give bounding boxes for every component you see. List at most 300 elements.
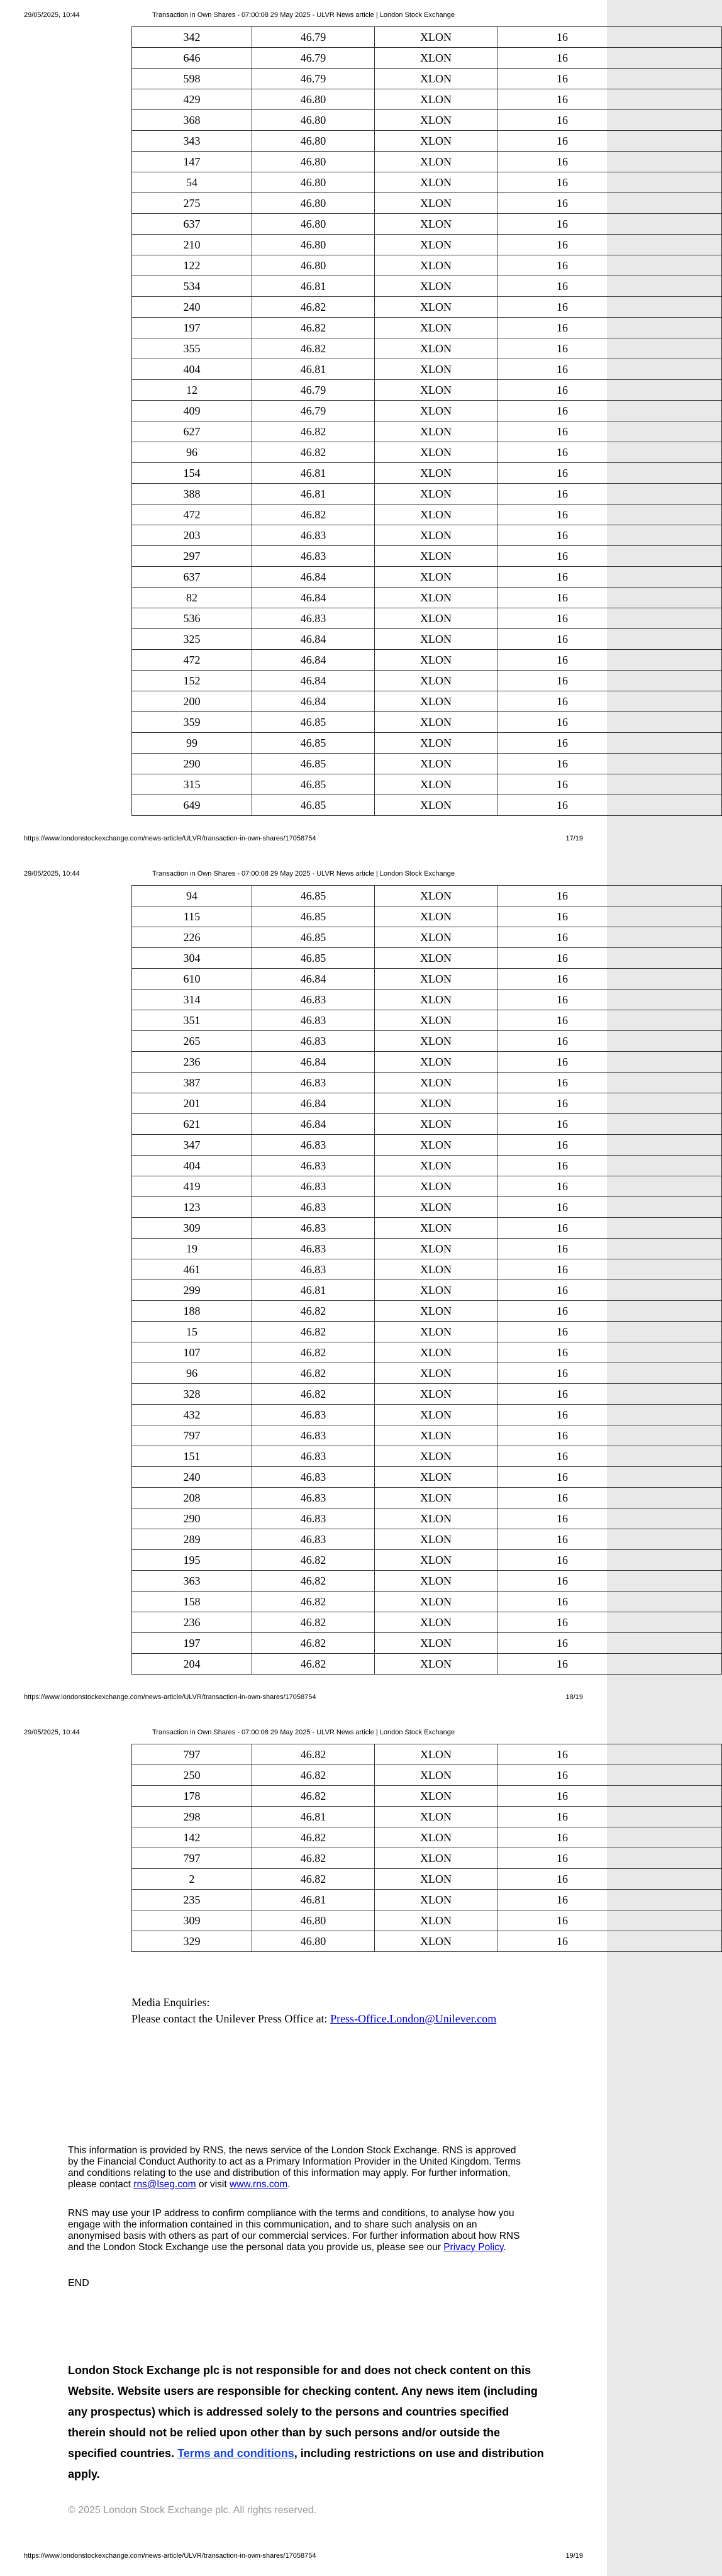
time-cell: 16 [497, 1446, 722, 1467]
volume-cell: 201 [132, 1093, 252, 1114]
table-row [132, 110, 722, 131]
price-cell: 46.85 [252, 733, 375, 754]
volume-cell: 54 [132, 172, 252, 193]
venue-cell: XLON [375, 546, 497, 567]
volume-cell: 304 [132, 948, 252, 969]
volume-cell: 107 [132, 1342, 252, 1363]
volume-cell: 649 [132, 795, 252, 816]
price-cell: 46.80 [252, 172, 375, 193]
volume-cell: 351 [132, 1010, 252, 1031]
table-row [132, 525, 722, 546]
venue-cell: XLON [375, 1467, 497, 1488]
price-cell: 46.82 [252, 421, 375, 442]
venue-cell: XLON [375, 1654, 497, 1675]
page-header [24, 11, 583, 21]
rns-info-text: This information is provided by RNS, the news service of the London Stock Exchange. RNS is approved by the Financial Conduct Authority to act as a Primary Information Provider in the United Kingdom. Terms and conditions relating to the use and distribution of this information may apply. For further information, please contact [68, 2145, 521, 2190]
disclaimer-text: London Stock Exchange plc is not responsible for and does not check content on this Website. Website users are responsible for checking content. Any news item (including any prospectus) which is addressed solely to the persons and countries specified therein should not be relied upon other than by such persons and/or outside the specified countries. [68, 2364, 538, 2460]
volume-cell: 158 [132, 1592, 252, 1612]
price-cell: 46.82 [252, 297, 375, 318]
venue-cell: XLON [375, 1744, 497, 1765]
volume-cell: 621 [132, 1114, 252, 1135]
venue-cell: XLON [375, 1363, 497, 1384]
time-cell: 16 [497, 629, 722, 650]
print-datetime: 29/05/2025, 10:44 [24, 11, 80, 19]
volume-cell: 15 [132, 1322, 252, 1342]
venue-cell: XLON [375, 1322, 497, 1342]
volume-cell: 637 [132, 214, 252, 235]
print-datetime: 29/05/2025, 10:44 [24, 870, 80, 878]
venue-cell: XLON [375, 629, 497, 650]
rns-info-paragraph: This information is provided by RNS, the news service of the London Stock Exchange. RNS is approved by the Financial Conduct Authority to act as a Primary Information Provider in the United Kingdom. Terms and conditions relating to the use and distribution of this information may apply. For further information, please contact rns@lseg.com or visit www.rns.com. [68, 2145, 521, 2190]
price-cell: 46.82 [252, 338, 375, 359]
volume-cell: 188 [132, 1301, 252, 1322]
disclaimer-tail: , including restrictions on use and distribution apply. [68, 2447, 544, 2480]
press-office-email-link[interactable]: Press-Office.London@Unilever.com [330, 2012, 497, 2025]
table-row [132, 1827, 722, 1848]
time-cell: 16 [497, 214, 722, 235]
price-cell: 46.79 [252, 48, 375, 69]
venue-cell: XLON [375, 1612, 497, 1633]
time-cell: 16 [497, 1239, 722, 1259]
time-cell: 16 [497, 546, 722, 567]
time-cell: 16 [497, 1910, 722, 1931]
time-cell: 16 [497, 1280, 722, 1301]
price-cell: 46.80 [252, 1931, 375, 1952]
venue-cell: XLON [375, 1931, 497, 1952]
price-cell: 46.80 [252, 89, 375, 110]
volume-cell: 240 [132, 297, 252, 318]
venue-cell: XLON [375, 1550, 497, 1571]
volume-cell: 429 [132, 89, 252, 110]
price-cell: 46.83 [252, 1405, 375, 1425]
table-row [132, 567, 722, 588]
price-cell: 46.82 [252, 318, 375, 338]
table-row [132, 484, 722, 505]
venue-cell: XLON [375, 1910, 497, 1931]
table-row [132, 795, 722, 816]
venue-cell: XLON [375, 774, 497, 795]
venue-cell: XLON [375, 152, 497, 172]
price-cell: 46.81 [252, 1890, 375, 1910]
venue-cell: XLON [375, 48, 497, 69]
venue-cell: XLON [375, 1765, 497, 1786]
price-cell: 46.79 [252, 69, 375, 89]
volume-cell: 195 [132, 1550, 252, 1571]
transactions-table-clip [131, 1744, 568, 1952]
time-cell: 16 [497, 338, 722, 359]
time-cell: 16 [497, 69, 722, 89]
price-cell: 46.83 [252, 1446, 375, 1467]
rns-or-visit: or visit [198, 2179, 227, 2190]
price-cell: 46.85 [252, 754, 375, 774]
time-cell: 16 [497, 1301, 722, 1322]
venue-cell: XLON [375, 401, 497, 421]
terms-and-conditions-link[interactable]: Terms and conditions [177, 2447, 294, 2460]
table-row [132, 1197, 722, 1218]
table-row [132, 1425, 722, 1446]
table-row [132, 712, 722, 733]
table-row [132, 276, 722, 297]
price-cell: 46.82 [252, 1301, 375, 1322]
volume-cell: 203 [132, 525, 252, 546]
time-cell: 16 [497, 1488, 722, 1508]
time-cell: 16 [497, 1093, 722, 1114]
time-cell: 16 [497, 1765, 722, 1786]
volume-cell: 94 [132, 886, 252, 906]
table-row [132, 1093, 722, 1114]
page-number: 17/19 [565, 835, 583, 842]
price-cell: 46.82 [252, 1869, 375, 1890]
price-cell: 46.84 [252, 588, 375, 608]
venue-cell: XLON [375, 1488, 497, 1508]
table-row [132, 505, 722, 525]
table-row [132, 1910, 722, 1931]
page-number: 19/19 [565, 2552, 583, 2560]
venue-cell: XLON [375, 1301, 497, 1322]
time-cell: 16 [497, 1218, 722, 1239]
time-cell: 16 [497, 172, 722, 193]
price-cell: 46.80 [252, 255, 375, 276]
privacy-policy-link[interactable]: Privacy Policy [443, 2242, 504, 2253]
volume-cell: 363 [132, 1571, 252, 1592]
table-row [132, 691, 722, 712]
table-row [132, 1031, 722, 1052]
volume-cell: 123 [132, 1197, 252, 1218]
time-cell: 16 [497, 359, 722, 380]
price-cell: 46.85 [252, 795, 375, 816]
price-cell: 46.83 [252, 1073, 375, 1093]
price-cell: 46.84 [252, 650, 375, 671]
venue-cell: XLON [375, 338, 497, 359]
volume-cell: 210 [132, 235, 252, 255]
time-cell: 16 [497, 463, 722, 484]
price-cell: 46.83 [252, 1488, 375, 1508]
time-cell: 16 [497, 1931, 722, 1952]
volume-cell: 178 [132, 1786, 252, 1807]
time-cell: 16 [497, 712, 722, 733]
page-footer [24, 1693, 583, 1703]
venue-cell: XLON [375, 172, 497, 193]
footer-url: https://www.londonstockexchange.com/news-article/ULVR/transaction-in-own-shares/17058754 [24, 835, 316, 842]
table-row [132, 131, 722, 152]
table-row [132, 671, 722, 691]
price-cell: 46.84 [252, 671, 375, 691]
venue-cell: XLON [375, 1239, 497, 1259]
time-cell: 16 [497, 442, 722, 463]
venue-cell: XLON [375, 89, 497, 110]
venue-cell: XLON [375, 27, 497, 48]
volume-cell: 598 [132, 69, 252, 89]
time-cell: 16 [497, 131, 722, 152]
table-row [132, 1114, 722, 1135]
volume-cell: 314 [132, 990, 252, 1010]
time-cell: 16 [497, 505, 722, 525]
table-row [132, 608, 722, 629]
price-cell: 46.82 [252, 1633, 375, 1654]
volume-cell: 472 [132, 650, 252, 671]
venue-cell: XLON [375, 193, 497, 214]
price-cell: 46.82 [252, 1384, 375, 1405]
volume-cell: 461 [132, 1259, 252, 1280]
volume-cell: 142 [132, 1827, 252, 1848]
table-row [132, 1848, 722, 1869]
table-row [132, 1322, 722, 1342]
price-cell: 46.83 [252, 1176, 375, 1197]
time-cell: 16 [497, 1114, 722, 1135]
time-cell: 16 [497, 608, 722, 629]
venue-cell: XLON [375, 110, 497, 131]
volume-cell: 347 [132, 1135, 252, 1156]
venue-cell: XLON [375, 1176, 497, 1197]
table-row [132, 948, 722, 969]
media-contact-text: Please contact the Unilever Press Office at: [131, 2012, 328, 2025]
volume-cell: 404 [132, 1156, 252, 1176]
price-cell: 46.82 [252, 1342, 375, 1363]
table-row [132, 1488, 722, 1508]
price-cell: 46.84 [252, 691, 375, 712]
price-cell: 46.85 [252, 886, 375, 906]
price-cell: 46.79 [252, 380, 375, 401]
venue-cell: XLON [375, 906, 497, 927]
venue-cell: XLON [375, 1135, 497, 1156]
volume-cell: 646 [132, 48, 252, 69]
pdf-page-17 [0, 0, 607, 859]
volume-cell: 797 [132, 1744, 252, 1765]
table-row [132, 1259, 722, 1280]
volume-cell: 19 [132, 1239, 252, 1259]
time-cell: 16 [497, 525, 722, 546]
volume-cell: 208 [132, 1488, 252, 1508]
time-cell: 16 [497, 318, 722, 338]
venue-cell: XLON [375, 69, 497, 89]
time-cell: 16 [497, 1197, 722, 1218]
volume-cell: 432 [132, 1405, 252, 1425]
table-row [132, 1218, 722, 1239]
time-cell: 16 [497, 795, 722, 816]
price-cell: 46.82 [252, 1550, 375, 1571]
table-row [132, 1176, 722, 1197]
venue-cell: XLON [375, 525, 497, 546]
price-cell: 46.79 [252, 27, 375, 48]
venue-cell: XLON [375, 1446, 497, 1467]
venue-cell: XLON [375, 712, 497, 733]
time-cell: 16 [497, 1405, 722, 1425]
venue-cell: XLON [375, 421, 497, 442]
price-cell: 46.82 [252, 1654, 375, 1675]
table-row [132, 1363, 722, 1384]
table-row [132, 1571, 722, 1592]
volume-cell: 82 [132, 588, 252, 608]
price-cell: 46.83 [252, 1156, 375, 1176]
table-row [132, 906, 722, 927]
pdf-page-18 [0, 859, 607, 1717]
volume-cell: 151 [132, 1446, 252, 1467]
venue-cell: XLON [375, 380, 497, 401]
price-cell: 46.81 [252, 484, 375, 505]
price-cell: 46.84 [252, 567, 375, 588]
time-cell: 16 [497, 1052, 722, 1073]
time-cell: 16 [497, 588, 722, 608]
time-cell: 16 [497, 297, 722, 318]
table-row [132, 1550, 722, 1571]
time-cell: 16 [497, 1848, 722, 1869]
table-row [132, 1931, 722, 1952]
table-row [132, 89, 722, 110]
volume-cell: 536 [132, 608, 252, 629]
time-cell: 16 [497, 691, 722, 712]
time-cell: 16 [497, 567, 722, 588]
time-cell: 16 [497, 401, 722, 421]
time-cell: 16 [497, 948, 722, 969]
price-cell: 46.85 [252, 712, 375, 733]
volume-cell: 472 [132, 505, 252, 525]
time-cell: 16 [497, 906, 722, 927]
time-cell: 16 [497, 1363, 722, 1384]
volume-cell: 610 [132, 969, 252, 990]
venue-cell: XLON [375, 235, 497, 255]
table-row [132, 297, 722, 318]
venue-cell: XLON [375, 1384, 497, 1405]
table-row [132, 1405, 722, 1425]
price-cell: 46.83 [252, 1467, 375, 1488]
print-title: Transaction in Own Shares - 07:00:08 29 May 2025 - ULVR News article | London Stock Exchange [152, 11, 455, 19]
rns-privacy-text: RNS may use your IP address to confirm compliance with the terms and conditions, to analyse how you engage with the information contained in this communication, and to share such analysis on an anonymised basis with others as part of our commercial services. For further information about how RNS and the London Stock Exchange use the personal data you provide us, please see our [68, 2208, 520, 2253]
media-heading: Media Enquiries: [131, 1996, 210, 2009]
venue-cell: XLON [375, 795, 497, 816]
time-cell: 16 [497, 650, 722, 671]
volume-cell: 797 [132, 1848, 252, 1869]
table-row [132, 1765, 722, 1786]
time-cell: 16 [497, 48, 722, 69]
time-cell: 16 [497, 1467, 722, 1488]
price-cell: 46.82 [252, 1848, 375, 1869]
table-row [132, 588, 722, 608]
time-cell: 16 [497, 1744, 722, 1765]
time-cell: 16 [497, 1654, 722, 1675]
price-cell: 46.84 [252, 1114, 375, 1135]
venue-cell: XLON [375, 1031, 497, 1052]
time-cell: 16 [497, 1176, 722, 1197]
volume-cell: 359 [132, 712, 252, 733]
price-cell: 46.83 [252, 1135, 375, 1156]
volume-cell: 637 [132, 567, 252, 588]
venue-cell: XLON [375, 1093, 497, 1114]
venue-cell: XLON [375, 969, 497, 990]
venue-cell: XLON [375, 588, 497, 608]
volume-cell: 387 [132, 1073, 252, 1093]
time-cell: 16 [497, 152, 722, 172]
venue-cell: XLON [375, 1786, 497, 1807]
table-row [132, 1508, 722, 1529]
rns-website-link[interactable]: www.rns.com [230, 2179, 288, 2190]
end-marker: END [68, 2278, 89, 2289]
volume-cell: 299 [132, 1280, 252, 1301]
volume-cell: 197 [132, 1633, 252, 1654]
venue-cell: XLON [375, 671, 497, 691]
volume-cell: 368 [132, 110, 252, 131]
table-row [132, 1010, 722, 1031]
venue-cell: XLON [375, 733, 497, 754]
table-row [132, 48, 722, 69]
venue-cell: XLON [375, 1156, 497, 1176]
venue-cell: XLON [375, 608, 497, 629]
venue-cell: XLON [375, 650, 497, 671]
volume-cell: 309 [132, 1218, 252, 1239]
price-cell: 46.81 [252, 359, 375, 380]
venue-cell: XLON [375, 1807, 497, 1827]
table-row [132, 1156, 722, 1176]
transactions-table [131, 885, 722, 1675]
rns-email-link[interactable]: rns@lseg.com [133, 2179, 196, 2190]
time-cell: 16 [497, 1827, 722, 1848]
venue-cell: XLON [375, 927, 497, 948]
time-cell: 16 [497, 380, 722, 401]
volume-cell: 147 [132, 152, 252, 172]
table-row [132, 650, 722, 671]
time-cell: 16 [497, 1508, 722, 1529]
volume-cell: 240 [132, 1467, 252, 1488]
page-number: 18/19 [565, 1693, 583, 1701]
time-cell: 16 [497, 1010, 722, 1031]
time-cell: 16 [497, 754, 722, 774]
price-cell: 46.81 [252, 1280, 375, 1301]
time-cell: 16 [497, 1135, 722, 1156]
table-row [132, 1384, 722, 1405]
table-row [132, 546, 722, 567]
price-cell: 46.83 [252, 546, 375, 567]
price-cell: 46.82 [252, 1765, 375, 1786]
time-cell: 16 [497, 1807, 722, 1827]
print-title: Transaction in Own Shares - 07:00:08 29 May 2025 - ULVR News article | London Stock Exchange [152, 870, 455, 878]
volume-cell: 797 [132, 1425, 252, 1446]
table-row [132, 421, 722, 442]
time-cell: 16 [497, 1259, 722, 1280]
price-cell: 46.83 [252, 1239, 375, 1259]
venue-cell: XLON [375, 1425, 497, 1446]
time-cell: 16 [497, 1550, 722, 1571]
venue-cell: XLON [375, 1571, 497, 1592]
table-row [132, 1529, 722, 1550]
volume-cell: 325 [132, 629, 252, 650]
page-footer [24, 2552, 583, 2562]
price-cell: 46.83 [252, 1197, 375, 1218]
venue-cell: XLON [375, 359, 497, 380]
price-cell: 46.83 [252, 1218, 375, 1239]
venue-cell: XLON [375, 567, 497, 588]
table-row [132, 401, 722, 421]
volume-cell: 298 [132, 1807, 252, 1827]
time-cell: 16 [497, 1612, 722, 1633]
time-cell: 16 [497, 276, 722, 297]
table-row [132, 193, 722, 214]
price-cell: 46.82 [252, 1612, 375, 1633]
price-cell: 46.79 [252, 401, 375, 421]
table-row [132, 255, 722, 276]
table-row [132, 1744, 722, 1765]
price-cell: 46.83 [252, 1529, 375, 1550]
volume-cell: 290 [132, 1508, 252, 1529]
volume-cell: 236 [132, 1612, 252, 1633]
page-header [24, 870, 583, 880]
volume-cell: 315 [132, 774, 252, 795]
volume-cell: 388 [132, 484, 252, 505]
volume-cell: 343 [132, 131, 252, 152]
table-row [132, 969, 722, 990]
venue-cell: XLON [375, 1280, 497, 1301]
time-cell: 16 [497, 969, 722, 990]
price-cell: 46.81 [252, 1807, 375, 1827]
price-cell: 46.82 [252, 1744, 375, 1765]
